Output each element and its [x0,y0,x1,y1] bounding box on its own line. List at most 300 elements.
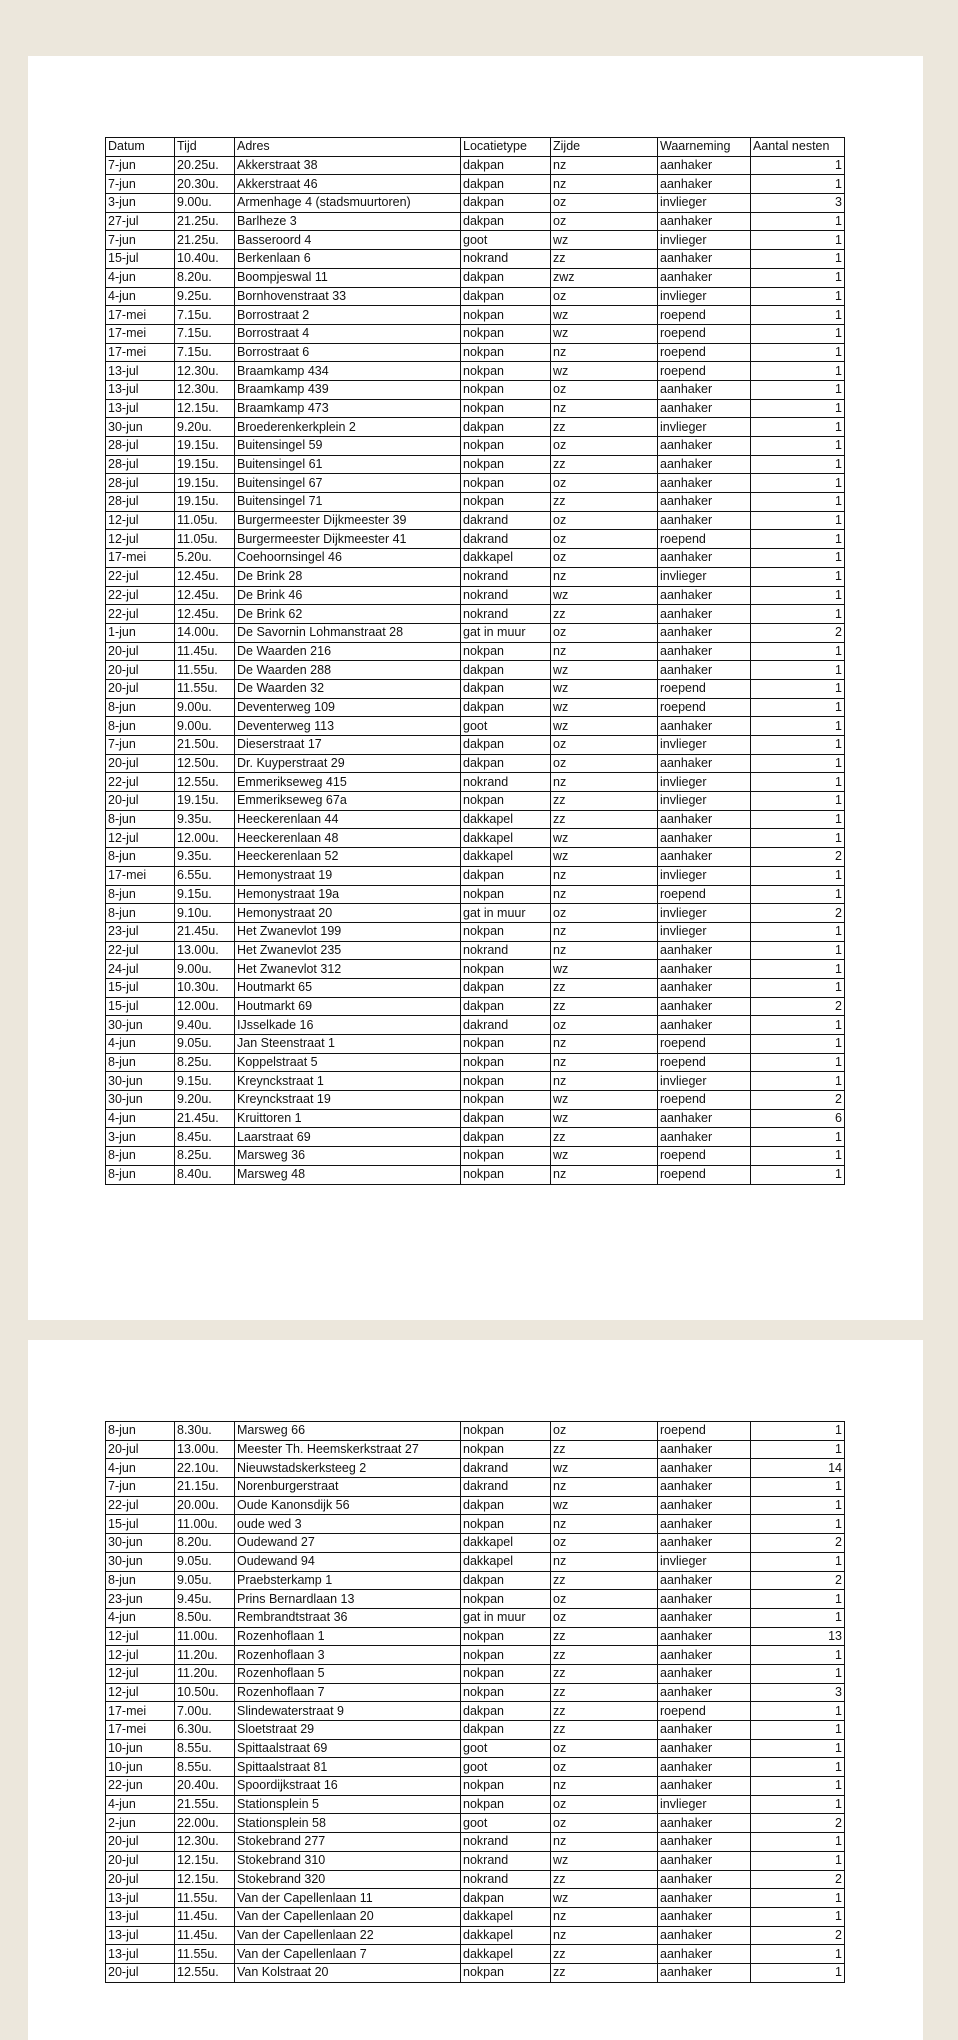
aantal-nesten-cell: 1 [751,1590,845,1609]
zijde-cell: nz [551,175,658,194]
table-row [106,848,845,867]
aantal-nesten-cell: 1 [751,1963,845,1982]
tijd-cell: 8.20u. [175,268,235,287]
table-row [106,343,845,362]
datum-cell: 22-jul [106,567,175,586]
table-row [106,1889,845,1908]
tijd-cell: 12.55u. [175,773,235,792]
locatietype-cell: nokrand [461,941,551,960]
zijde-cell: oz [551,530,658,549]
adres-cell: Hemonystraat 20 [235,904,461,923]
aantal-nesten-cell: 1 [751,978,845,997]
datum-cell: 12-jul [106,1664,175,1683]
tijd-cell: 21.55u. [175,1795,235,1814]
waarneming-cell: aanhaker [658,960,751,979]
locatietype-cell: dakkapel [461,810,551,829]
aantal-nesten-cell: 1 [751,941,845,960]
locatietype-cell: dakpan [461,866,551,885]
tijd-cell: 7.15u. [175,306,235,325]
table-row [106,530,845,549]
locatietype-cell: dakpan [461,661,551,680]
datum-cell: 12-jul [106,511,175,530]
datum-cell: 17-mei [106,1721,175,1740]
locatietype-cell: dakrand [461,1459,551,1478]
aantal-nesten-cell: 1 [751,250,845,269]
waarneming-cell: aanhaker [658,1515,751,1534]
locatietype-cell: nokpan [461,1683,551,1702]
aantal-nesten-cell: 1 [751,362,845,381]
waarneming-cell: invlieger [658,866,751,885]
locatietype-cell: nokpan [461,1515,551,1534]
waarneming-cell: aanhaker [658,605,751,624]
zijde-cell: oz [551,1590,658,1609]
zijde-cell: oz [551,623,658,642]
waarneming-cell: aanhaker [658,1833,751,1852]
zijde-cell: zz [551,493,658,512]
aantal-nesten-cell: 1 [751,810,845,829]
aantal-nesten-cell: 1 [751,1053,845,1072]
adres-cell: Hemonystraat 19 [235,866,461,885]
table-row [106,1945,845,1964]
adres-cell: Stokebrand 277 [235,1833,461,1852]
datum-cell: 30-jun [106,1534,175,1553]
datum-cell: 3-jun [106,1128,175,1147]
adres-cell: Prins Bernardlaan 13 [235,1590,461,1609]
aantal-nesten-cell: 2 [751,1926,845,1945]
tijd-cell: 8.25u. [175,1147,235,1166]
locatietype-cell: nokpan [461,792,551,811]
adres-cell: Nieuwstadskerksteeg 2 [235,1459,461,1478]
table-row [106,941,845,960]
adres-cell: Burgermeester Dijkmeester 39 [235,511,461,530]
adres-cell: Kruittoren 1 [235,1109,461,1128]
adres-cell: De Brink 62 [235,605,461,624]
tijd-cell: 9.00u. [175,194,235,213]
aantal-nesten-cell: 1 [751,922,845,941]
locatietype-cell: dakpan [461,1702,551,1721]
locatietype-cell: nokpan [461,1091,551,1110]
tijd-cell: 21.45u. [175,1109,235,1128]
zijde-cell: nz [551,1035,658,1054]
zijde-cell: wz [551,362,658,381]
aantal-nesten-cell: 6 [751,1109,845,1128]
adres-cell: Stokebrand 310 [235,1851,461,1870]
locatietype-cell: dakpan [461,1721,551,1740]
waarneming-cell: aanhaker [658,156,751,175]
aantal-nesten-cell: 1 [751,306,845,325]
tijd-cell: 12.30u. [175,362,235,381]
zijde-cell: zz [551,1128,658,1147]
table-row [106,1664,845,1683]
table-row [106,1496,845,1515]
tijd-cell: 19.15u. [175,792,235,811]
locatietype-cell: dakpan [461,1889,551,1908]
zijde-cell: wz [551,324,658,343]
zijde-cell: zz [551,605,658,624]
tijd-cell: 9.25u. [175,287,235,306]
datum-cell: 28-jul [106,437,175,456]
waarneming-cell: invlieger [658,773,751,792]
zijde-cell: oz [551,474,658,493]
adres-cell: Rozenhoflaan 1 [235,1627,461,1646]
datum-cell: 22-jul [106,1496,175,1515]
datum-cell: 28-jul [106,493,175,512]
table-row [106,156,845,175]
locatietype-cell: nokpan [461,1165,551,1184]
aantal-nesten-cell: 2 [751,1814,845,1833]
aantal-nesten-cell: 1 [751,773,845,792]
zijde-cell: wz [551,960,658,979]
adres-cell: Buitensingel 67 [235,474,461,493]
tijd-cell: 19.15u. [175,493,235,512]
table-row [106,231,845,250]
zijde-cell: wz [551,1496,658,1515]
datum-cell: 8-jun [106,1165,175,1184]
adres-cell: Heeckerenlaan 48 [235,829,461,848]
tijd-cell: 9.15u. [175,1072,235,1091]
aantal-nesten-cell: 3 [751,194,845,213]
waarneming-cell: roepend [658,1035,751,1054]
waarneming-cell: aanhaker [658,212,751,231]
tijd-cell: 11.20u. [175,1646,235,1665]
aantal-nesten-cell: 1 [751,1147,845,1166]
locatietype-cell: nokpan [461,362,551,381]
table-row [106,1016,845,1035]
waarneming-cell: aanhaker [658,848,751,867]
adres-cell: Het Zwanevlot 199 [235,922,461,941]
table-row [106,1795,845,1814]
datum-cell: 4-jun [106,268,175,287]
datum-cell: 30-jun [106,1091,175,1110]
tijd-cell: 20.00u. [175,1496,235,1515]
table-row [106,567,845,586]
zijde-cell: zz [551,418,658,437]
datum-cell: 13-jul [106,1907,175,1926]
table-row [106,642,845,661]
locatietype-cell: nokpan [461,1664,551,1683]
adres-cell: De Waarden 288 [235,661,461,680]
zijde-cell: oz [551,1739,658,1758]
locatietype-cell: goot [461,1758,551,1777]
datum-cell: 20-jul [106,642,175,661]
locatietype-cell: dakrand [461,511,551,530]
tijd-cell: 8.55u. [175,1758,235,1777]
document-page-2 [28,1340,923,2040]
datum-cell: 1-jun [106,623,175,642]
locatietype-cell: gat in muur [461,623,551,642]
zijde-cell: nz [551,343,658,362]
table-row [106,1053,845,1072]
tijd-cell: 9.00u. [175,960,235,979]
header-datum: Datum [106,138,175,157]
zijde-cell: wz [551,1851,658,1870]
tijd-cell: 9.05u. [175,1552,235,1571]
aantal-nesten-cell: 1 [751,605,845,624]
tijd-cell: 22.00u. [175,1814,235,1833]
waarneming-cell: roepend [658,362,751,381]
tijd-cell: 6.55u. [175,866,235,885]
waarneming-cell: invlieger [658,567,751,586]
table-row [106,1072,845,1091]
adres-cell: Stationsplein 58 [235,1814,461,1833]
tijd-cell: 9.00u. [175,717,235,736]
waarneming-cell: roepend [658,1147,751,1166]
locatietype-cell: dakkapel [461,829,551,848]
datum-cell: 17-mei [106,549,175,568]
datum-cell: 22-jul [106,941,175,960]
zijde-cell: nz [551,1515,658,1534]
adres-cell: Buitensingel 71 [235,493,461,512]
header-zijde: Zijde [551,138,658,157]
adres-cell: Kreynckstraat 19 [235,1091,461,1110]
waarneming-cell: aanhaker [658,1590,751,1609]
zijde-cell: zz [551,810,658,829]
aantal-nesten-cell: 1 [751,1833,845,1852]
locatietype-cell: nokpan [461,642,551,661]
table-body-page-2 [106,1422,845,1983]
tijd-cell: 21.15u. [175,1478,235,1497]
zijde-cell: zz [551,1721,658,1740]
tijd-cell: 6.30u. [175,1721,235,1740]
datum-cell: 8-jun [106,1147,175,1166]
aantal-nesten-cell: 1 [751,754,845,773]
aantal-nesten-cell: 1 [751,1739,845,1758]
locatietype-cell: dakpan [461,1496,551,1515]
tijd-cell: 7.15u. [175,343,235,362]
locatietype-cell: nokpan [461,1590,551,1609]
datum-cell: 17-mei [106,1702,175,1721]
table-row [106,399,845,418]
table-row [106,997,845,1016]
tijd-cell: 21.50u. [175,736,235,755]
waarneming-cell: aanhaker [658,717,751,736]
aantal-nesten-cell: 1 [751,343,845,362]
locatietype-cell: nokpan [461,885,551,904]
tijd-cell: 12.45u. [175,567,235,586]
waarneming-cell: invlieger [658,418,751,437]
zijde-cell: nz [551,1072,658,1091]
zijde-cell: oz [551,1758,658,1777]
zijde-cell: nz [551,1777,658,1796]
waarneming-cell: aanhaker [658,493,751,512]
datum-cell: 20-jul [106,1870,175,1889]
zijde-cell: zz [551,1664,658,1683]
table-row [106,212,845,231]
locatietype-cell: nokpan [461,1440,551,1459]
waarneming-cell: roepend [658,679,751,698]
aantal-nesten-cell: 2 [751,1870,845,1889]
aantal-nesten-cell: 1 [751,1945,845,1964]
datum-cell: 23-jun [106,1590,175,1609]
adres-cell: De Brink 28 [235,567,461,586]
zijde-cell: nz [551,1478,658,1497]
aantal-nesten-cell: 1 [751,1165,845,1184]
zijde-cell: zz [551,997,658,1016]
waarneming-cell: aanhaker [658,268,751,287]
adres-cell: Praebsterkamp 1 [235,1571,461,1590]
locatietype-cell: dakkapel [461,549,551,568]
adres-cell: Broederenkerkplein 2 [235,418,461,437]
waarneming-cell: aanhaker [658,1440,751,1459]
adres-cell: Braamkamp 473 [235,399,461,418]
locatietype-cell: dakkapel [461,1534,551,1553]
locatietype-cell: nokrand [461,1833,551,1852]
tijd-cell: 14.00u. [175,623,235,642]
aantal-nesten-cell: 1 [751,1552,845,1571]
aantal-nesten-cell: 2 [751,1534,845,1553]
waarneming-cell: aanhaker [658,511,751,530]
waarneming-cell: roepend [658,1422,751,1441]
adres-cell: Buitensingel 59 [235,437,461,456]
adres-cell: Van Kolstraat 20 [235,1963,461,1982]
aantal-nesten-cell: 1 [751,1128,845,1147]
adres-cell: Sloetstraat 29 [235,1721,461,1740]
datum-cell: 30-jun [106,1016,175,1035]
waarneming-cell: aanhaker [658,1646,751,1665]
table-row [106,960,845,979]
adres-cell: Burgermeester Dijkmeester 41 [235,530,461,549]
adres-cell: Heeckerenlaan 44 [235,810,461,829]
adres-cell: Braamkamp 434 [235,362,461,381]
waarneming-cell: roepend [658,343,751,362]
waarneming-cell: aanhaker [658,549,751,568]
waarneming-cell: invlieger [658,1552,751,1571]
adres-cell: Spittaalstraat 69 [235,1739,461,1758]
table-row [106,792,845,811]
adres-cell: IJsselkade 16 [235,1016,461,1035]
datum-cell: 15-jul [106,1515,175,1534]
locatietype-cell: dakpan [461,978,551,997]
table-row [106,1907,845,1926]
datum-cell: 8-jun [106,848,175,867]
datum-cell: 13-jul [106,1926,175,1945]
adres-cell: Braamkamp 439 [235,380,461,399]
table-row [106,1440,845,1459]
waarneming-cell: aanhaker [658,250,751,269]
locatietype-cell: nokpan [461,1053,551,1072]
adres-cell: Coehoornsingel 46 [235,549,461,568]
zijde-cell: nz [551,866,658,885]
waarneming-cell: aanhaker [658,1870,751,1889]
table-row [106,549,845,568]
aantal-nesten-cell: 1 [751,1035,845,1054]
locatietype-cell: dakpan [461,194,551,213]
datum-cell: 28-jul [106,474,175,493]
adres-cell: Van der Capellenlaan 22 [235,1926,461,1945]
adres-cell: Jan Steenstraat 1 [235,1035,461,1054]
aantal-nesten-cell: 1 [751,156,845,175]
waarneming-cell: aanhaker [658,642,751,661]
aantal-nesten-cell: 14 [751,1459,845,1478]
tijd-cell: 12.50u. [175,754,235,773]
aantal-nesten-cell: 1 [751,1777,845,1796]
adres-cell: Spittaalstraat 81 [235,1758,461,1777]
locatietype-cell: dakpan [461,175,551,194]
observations-table-page-2 [105,1421,845,1983]
waarneming-cell: aanhaker [658,997,751,1016]
locatietype-cell: gat in muur [461,1608,551,1627]
datum-cell: 2-jun [106,1814,175,1833]
table-row [106,362,845,381]
table-row [106,1147,845,1166]
adres-cell: Buitensingel 61 [235,455,461,474]
locatietype-cell: dakrand [461,1016,551,1035]
locatietype-cell: nokpan [461,324,551,343]
table-row [106,1833,845,1852]
aantal-nesten-cell: 2 [751,904,845,923]
datum-cell: 22-jul [106,773,175,792]
zijde-cell: oz [551,1795,658,1814]
adres-cell: Marsweg 36 [235,1147,461,1166]
waarneming-cell: aanhaker [658,1739,751,1758]
datum-cell: 12-jul [106,1683,175,1702]
aantal-nesten-cell: 2 [751,623,845,642]
locatietype-cell: goot [461,717,551,736]
waarneming-cell: invlieger [658,904,751,923]
table-row [106,1814,845,1833]
datum-cell: 20-jul [106,792,175,811]
table-row [106,306,845,325]
tijd-cell: 11.00u. [175,1627,235,1646]
waarneming-cell: invlieger [658,1072,751,1091]
table-row [106,1515,845,1534]
waarneming-cell: roepend [658,306,751,325]
zijde-cell: zz [551,1440,658,1459]
locatietype-cell: nokpan [461,1795,551,1814]
table-row [106,455,845,474]
aantal-nesten-cell: 1 [751,1664,845,1683]
datum-cell: 8-jun [106,885,175,904]
aantal-nesten-cell: 2 [751,848,845,867]
aantal-nesten-cell: 1 [751,511,845,530]
tijd-cell: 10.40u. [175,250,235,269]
zijde-cell: nz [551,885,658,904]
tijd-cell: 12.00u. [175,997,235,1016]
tijd-cell: 11.55u. [175,679,235,698]
datum-cell: 30-jun [106,1072,175,1091]
tijd-cell: 12.15u. [175,1870,235,1889]
table-row [106,175,845,194]
waarneming-cell: aanhaker [658,1608,751,1627]
tijd-cell: 9.35u. [175,848,235,867]
datum-cell: 7-jun [106,175,175,194]
waarneming-cell: aanhaker [658,474,751,493]
zijde-cell: zwz [551,268,658,287]
table-row [106,1758,845,1777]
aantal-nesten-cell: 1 [751,642,845,661]
locatietype-cell: nokpan [461,1035,551,1054]
zijde-cell: nz [551,1165,658,1184]
aantal-nesten-cell: 1 [751,1889,845,1908]
datum-cell: 20-jul [106,1833,175,1852]
waarneming-cell: invlieger [658,194,751,213]
zijde-cell: zz [551,1870,658,1889]
datum-cell: 13-jul [106,362,175,381]
waarneming-cell: aanhaker [658,829,751,848]
adres-cell: Oudewand 94 [235,1552,461,1571]
zijde-cell: nz [551,922,658,941]
adres-cell: De Brink 46 [235,586,461,605]
locatietype-cell: goot [461,1739,551,1758]
waarneming-cell: aanhaker [658,586,751,605]
table-row [106,437,845,456]
datum-cell: 4-jun [106,1608,175,1627]
adres-cell: Rozenhoflaan 3 [235,1646,461,1665]
aantal-nesten-cell: 13 [751,1627,845,1646]
datum-cell: 15-jul [106,997,175,1016]
aantal-nesten-cell: 1 [751,960,845,979]
adres-cell: Kreynckstraat 1 [235,1072,461,1091]
